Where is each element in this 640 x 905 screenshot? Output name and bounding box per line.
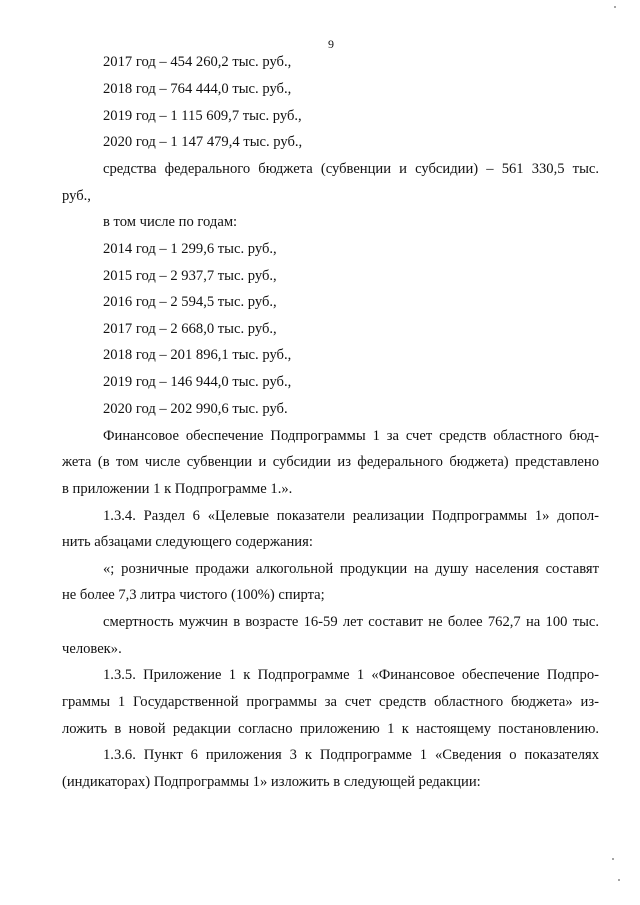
text-line: смертность мужчин в возрасте 16-59 лет составит не более 762,7 на 100 тыс.: [103, 614, 599, 630]
scan-speck: [612, 858, 614, 860]
text-line: 2017 год – 2 668,0 тыс. руб.,: [103, 321, 277, 337]
text-line: 1.3.6. Пункт 6 приложения 3 к Подпрограмме 1 «Сведения о показателях: [103, 747, 599, 763]
scan-speck: [614, 6, 616, 8]
text-line: 1.3.5. Приложение 1 к Подпрограмме 1 «Финансовое обеспечение Подпро-: [103, 667, 599, 683]
page-number: 9: [328, 37, 334, 51]
text-line: нить абзацами следующего содержания:: [62, 534, 313, 550]
text-line: 2018 год – 764 444,0 тыс. руб.,: [103, 81, 292, 97]
text-line: жета (в том числе субвенции и субсидии из федерального бюджета) представлено: [62, 454, 599, 470]
text-line: (индикаторах) Подпрограммы 1» изложить в следующей редакции:: [62, 774, 481, 790]
text-line: человек».: [62, 641, 122, 657]
text-line: «; розничные продажи алкогольной продукции на душу населения составят: [103, 561, 599, 577]
text-line: 2020 год – 202 990,6 тыс. руб.: [103, 401, 288, 417]
text-line: 2014 год – 1 299,6 тыс. руб.,: [103, 241, 277, 257]
text-line: 2017 год – 454 260,2 тыс. руб.,: [103, 54, 292, 70]
text-line: 2020 год – 1 147 479,4 тыс. руб.,: [103, 134, 303, 150]
text-line: 2019 год – 1 115 609,7 тыс. руб.,: [103, 108, 302, 124]
text-line: 2019 год – 146 944,0 тыс. руб.,: [103, 374, 292, 390]
text-line: в приложении 1 к Подпрограмме 1.».: [62, 481, 293, 497]
text-line: руб.,: [62, 188, 91, 204]
text-line: 2018 год – 201 896,1 тыс. руб.,: [103, 347, 292, 363]
text-line: 1.3.4. Раздел 6 «Целевые показатели реализации Подпрограммы 1» допол-: [103, 508, 599, 524]
text-line: Финансовое обеспечение Подпрограммы 1 за счет средств областного бюд-: [103, 428, 599, 444]
text-line: средства федерального бюджета (субвенции и субсидии) – 561 330,5 тыс.: [103, 161, 599, 177]
text-line: в том числе по годам:: [103, 214, 238, 230]
text-line: ложить в новой редакции согласно приложению 1 к настоящему постановлению.: [62, 721, 599, 737]
text-line: 2016 год – 2 594,5 тыс. руб.,: [103, 294, 277, 310]
text-line: граммы 1 Государственной программы за счет средств областного бюджета» из-: [62, 694, 599, 710]
text-line: не более 7,3 литра чистого (100%) спирта;: [62, 587, 325, 603]
text-line: 2015 год – 2 937,7 тыс. руб.,: [103, 268, 277, 284]
scan-speck: [618, 879, 620, 881]
